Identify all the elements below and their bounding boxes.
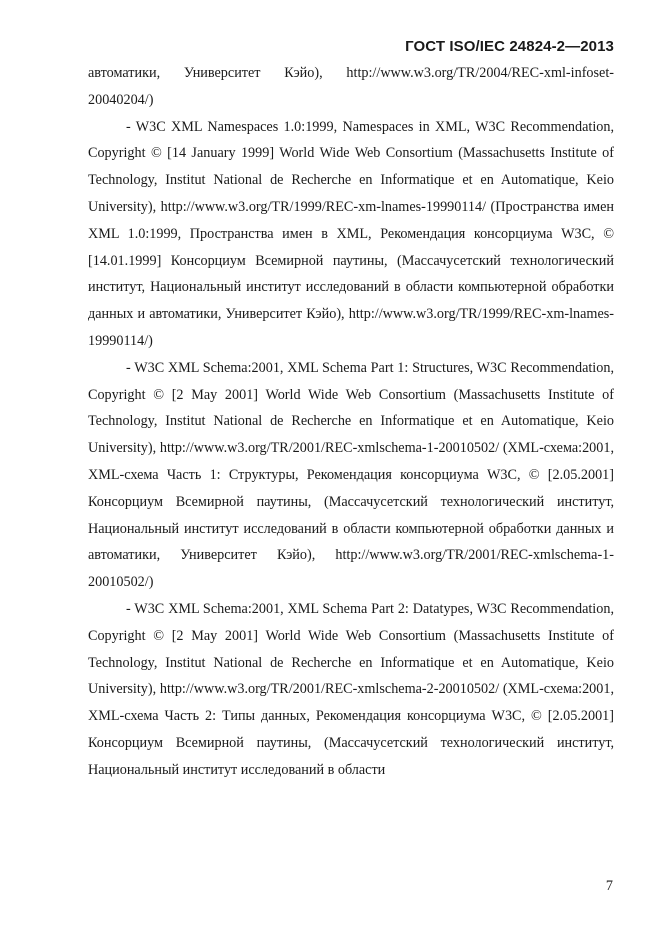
paragraph-xml-schema-part-1: - W3C XML Schema:2001, XML Schema Part 1: Structures, W3C Recommendation, Copyright © [2 May 2001] World Wide Web Consortium (Massachusetts Institute of Technology, Institut National de Recherche en Informatique et en Automatique, Keio University), http://www.w3.org/TR/2001/REC-xmlschema-1-20010502/ (XML-схема:2001, XML-схема Часть 1: Структуры, Рекомендация консорциума W3C, © [2.05.2001] Консорциум Всемирной паутины, (Массачусетский технологический институт, Национальный институт исследований в области компьютерной обработки данных и автоматики, Университет Кэйо), http://www.w3.org/TR/2001/REC-xmlschema-1-20010502/) bbox=[88, 359, 614, 591]
paragraph-xml-namespaces: - W3C XML Namespaces 1.0:1999, Namespaces in XML, W3C Recommendation, Copyright © [14 January 1999] World Wide Web Consortium (Massachusetts Institute of Technology, Institut National de Recherche en Informatique et en Automatique, Keio University), http://www.w3.org/TR/1999/REC-xm-lnames-19990114/ (Пространства имен XML 1.0:1999, Пространства имен в XML, Рекомендация консорциума W3C, © [14.01.1999] Консорциум Всемирной паутины, (Массачусетский технологический институт, Национальный институт исследований в области компьютерной обработки данных и автоматики, Университет Кэйо), http://www.w3.org/TR/1999/REC-xm-lnames-19990114/) bbox=[88, 118, 614, 349]
document-body bbox=[88, 60, 614, 784]
paragraph-continuation: автоматики, Университет Кэйо), http://www.w3.org/TR/2004/REC-xml-infoset-20040204/) bbox=[88, 65, 614, 108]
page-number: 7 bbox=[605, 878, 613, 894]
paragraph-xml-schema-part-2: - W3C XML Schema:2001, XML Schema Part 2: Datatypes, W3C Recommendation, Copyright © [2 May 2001] World Wide Web Consortium (Massachusetts Institute of Technology, Institut National de Recherche en Informatique et en Automatique, Keio University), http://www.w3.org/TR/2001/REC-xmlschema-2-20010502/ (XML-схема:2001, XML-схема Часть 2: Типы данных, Рекомендация консорциума W3C, © [2.05.2001] Консорциум Всемирной паутины, (Массачусетский технологический институт, Национальный институт исследований в области bbox=[88, 600, 614, 778]
document-header-standard-id: ГОСТ ISO/IEC 24824-2—2013 bbox=[405, 38, 614, 55]
